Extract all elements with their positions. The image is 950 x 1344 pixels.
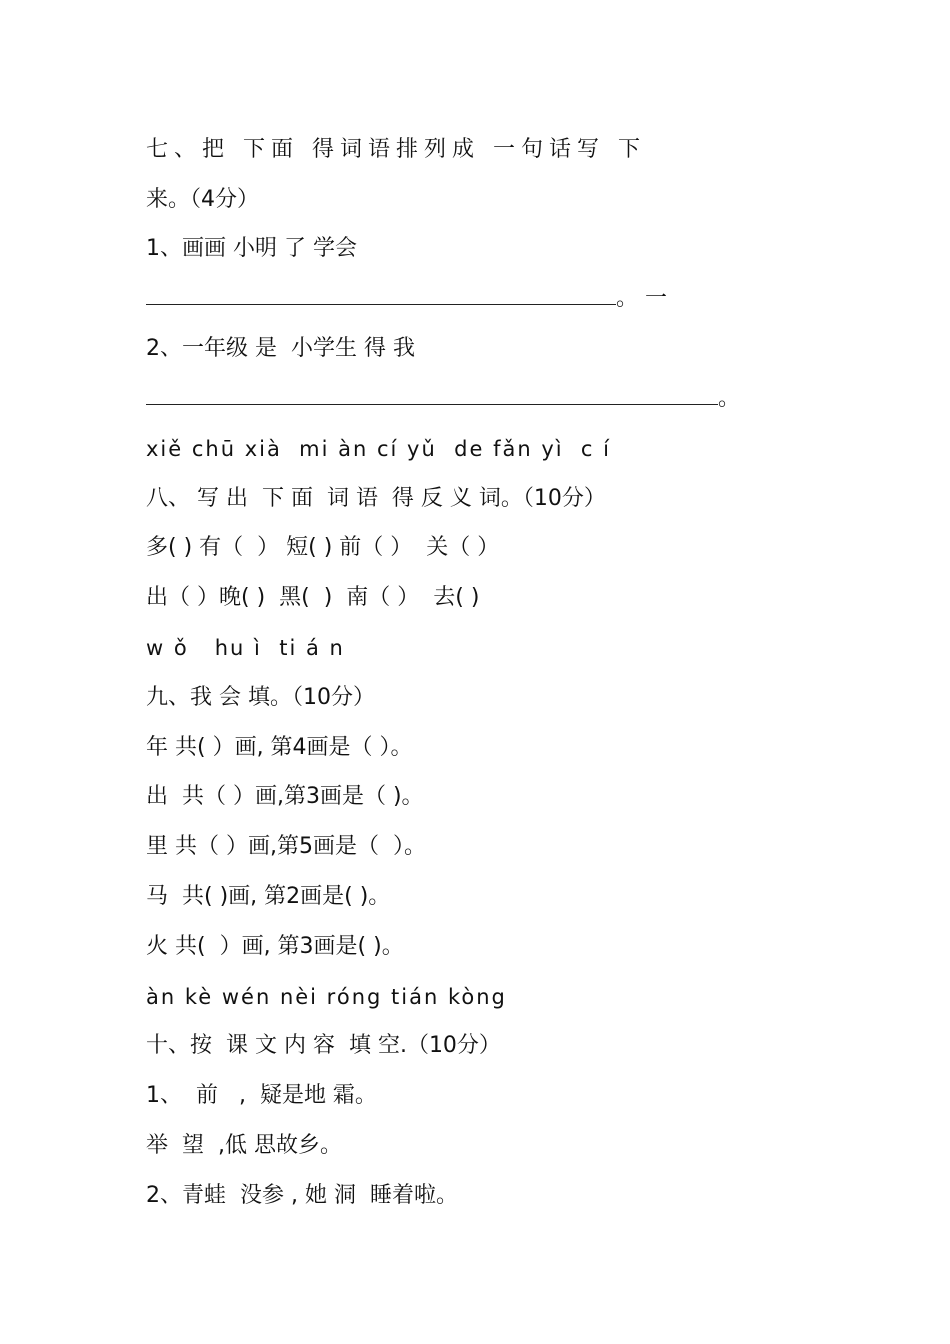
- q9-row: 马 共( )画, 第2画是( )。: [146, 884, 391, 909]
- q7-item2-answer-line: [146, 379, 890, 419]
- q7-title: 七、把 下面 得词语排列成 一句话写 下: [146, 137, 646, 162]
- q9-row: 里 共（ ）画,第5画是（ ）。: [146, 834, 426, 859]
- q10-line3: 2、青蛙 没参 , 她 洞 睡着啦。: [146, 1183, 458, 1208]
- q9-pinyin: w ǒ hu ì ti á n: [146, 636, 345, 660]
- q7-title-cont: 来。（4分）: [146, 187, 259, 212]
- q8-row1: 多( ) 有（ ） 短( ) 前（ ） 关（ ）: [146, 535, 500, 560]
- q7-item1-answer-line: [146, 279, 890, 319]
- answer-blank[interactable]: [146, 382, 718, 405]
- q10-title: 十、按 课 文 内 容 填 空.（10分）: [146, 1033, 501, 1058]
- q8-pinyin: xiě chū xià mi àn cí yǔ de fǎn yì c í: [146, 437, 611, 461]
- q8-row2: 出（ ）晚( ) 黑( ) 南（ ） 去( ): [146, 585, 480, 610]
- q8-title: 八、 写 出 下 面 词 语 得 反 义 词。（10分）: [146, 486, 606, 511]
- q9-row: 火 共( ）画, 第3画是( )。: [146, 934, 404, 959]
- q10-line2: 举 望 ,低 思故乡。: [146, 1133, 342, 1158]
- q10-line1: 1、 前 , 疑是地 霜。: [146, 1083, 377, 1108]
- q9-row: 年 共( ）画, 第4画是（ ）。: [146, 735, 413, 760]
- q7-item1: 1、画画 小明 了 学会: [146, 236, 357, 261]
- q7-item2: 2、一年级 是 小学生 得 我: [146, 336, 415, 361]
- q9-row: 出 共（ ）画,第3画是（ )。: [146, 784, 424, 809]
- answer-blank[interactable]: [146, 282, 616, 305]
- q10-pinyin: àn kè wén nèi róng tián kòng: [146, 985, 507, 1009]
- q7-item1-end: 。 一: [616, 286, 667, 311]
- q7-item2-end: 。: [718, 386, 741, 411]
- q9-title: 九、我 会 填。（10分）: [146, 685, 375, 710]
